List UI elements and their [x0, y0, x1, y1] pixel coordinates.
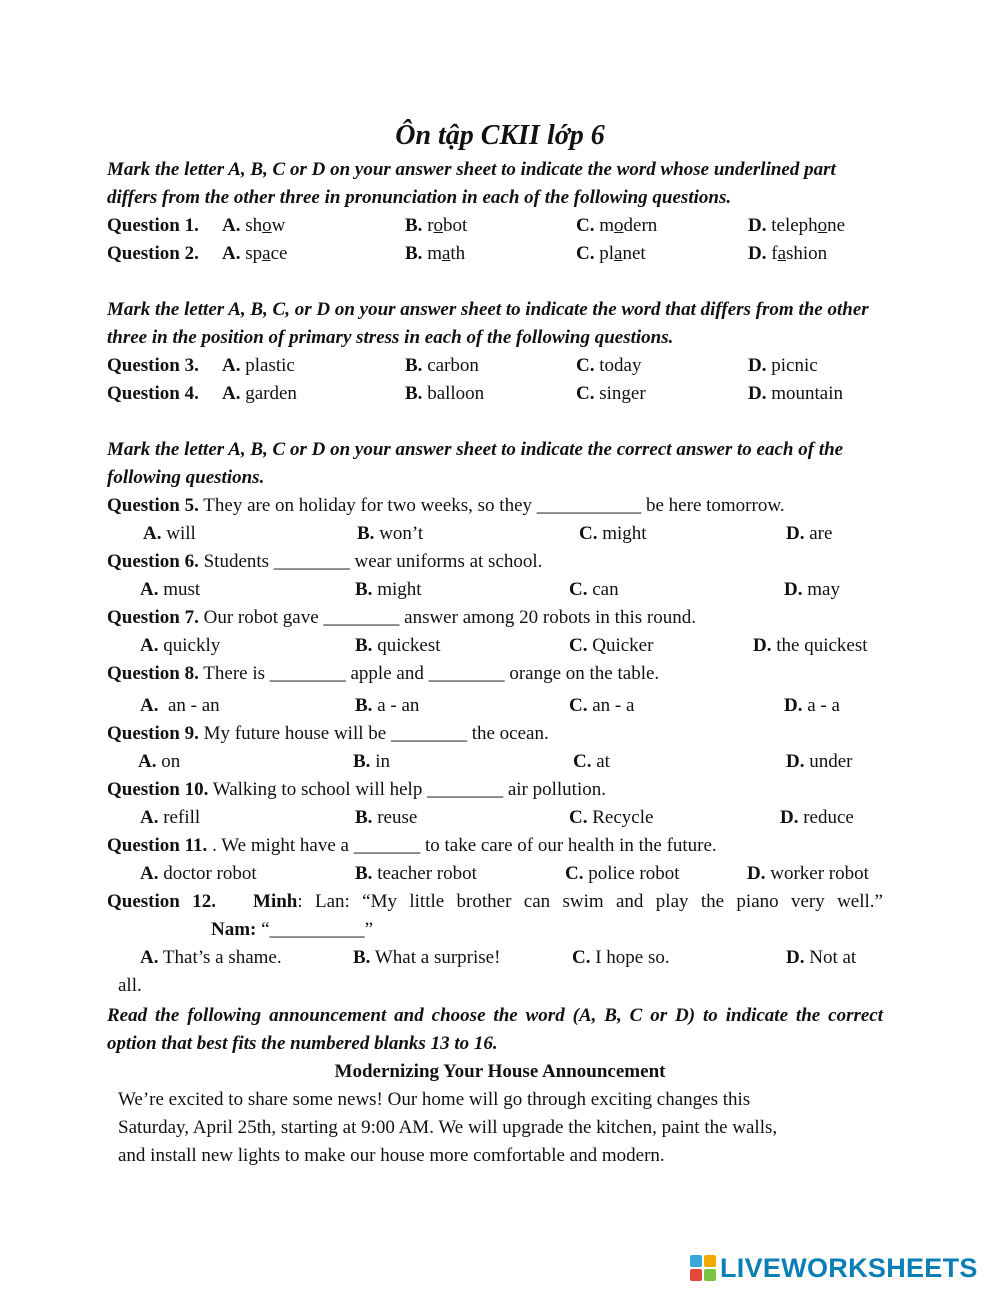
- q2-option-a[interactable]: A. space: [222, 243, 288, 264]
- q12-option-d[interactable]: D. Not at: [786, 947, 857, 968]
- q10-option-a[interactable]: A. refill: [140, 807, 201, 828]
- q9-option-a[interactable]: A. on: [138, 751, 181, 772]
- q4-option-c[interactable]: C. singer: [576, 383, 646, 404]
- q11-option-d[interactable]: D. worker robot: [747, 863, 869, 884]
- q1-option-a[interactable]: A. show: [222, 215, 286, 236]
- q1-option-c[interactable]: C. modern: [576, 215, 658, 236]
- q6-option-b[interactable]: B. might: [355, 579, 422, 600]
- q5-option-c[interactable]: C. might: [579, 523, 647, 544]
- q12-option-a[interactable]: A. That’s a shame.: [140, 947, 282, 968]
- q6-option-c[interactable]: C. can: [569, 579, 619, 600]
- q7-option-d[interactable]: D. the quickest: [753, 635, 868, 656]
- q1-option-d[interactable]: D. telephone: [748, 215, 846, 236]
- liveworksheets-logo-text: LIVEWORKSHEETS: [720, 1252, 978, 1283]
- q7-option-a[interactable]: A. quickly: [140, 635, 221, 656]
- q9-option-d[interactable]: D. under: [786, 751, 853, 772]
- logo-square: [690, 1269, 702, 1281]
- question-12-reply: Nam: “__________”: [211, 919, 374, 940]
- q10-option-d[interactable]: D. reduce: [780, 807, 854, 828]
- q2-option-d[interactable]: D. fashion: [748, 243, 828, 264]
- question-7-stem: Question 7. Our robot gave ________ answer among 20 robots in this round.: [107, 607, 696, 628]
- q9-option-c[interactable]: C. at: [573, 751, 610, 772]
- instruction-pronunciation: Mark the letter A, B, C or D on your answer sheet to indicate the word whose underlined part differs from the other three in pronunciation in each of the following questions.: [107, 159, 836, 208]
- q5-option-b[interactable]: B. won’t: [357, 523, 424, 544]
- q4-option-b[interactable]: B. balloon: [405, 383, 485, 404]
- question-11-stem: Question 11. . We might have a _______ to take care of our health in the future.: [107, 835, 717, 856]
- question-4-label: Question 4.: [107, 383, 199, 404]
- q10-option-b[interactable]: B. reuse: [355, 807, 418, 828]
- question-6-stem: Question 6. Students ________ wear uniforms at school.: [107, 551, 543, 572]
- q6-option-d[interactable]: D. may: [784, 579, 840, 600]
- q8-option-d[interactable]: D. a - a: [784, 695, 840, 716]
- q11-option-c[interactable]: C. police robot: [565, 863, 680, 884]
- announcement-heading: Modernizing Your House Announcement: [334, 1061, 666, 1082]
- q7-option-b[interactable]: B. quickest: [355, 635, 441, 656]
- q8-option-c[interactable]: C. an - a: [569, 695, 635, 716]
- q5-option-a[interactable]: A. will: [143, 523, 196, 544]
- q2-option-c[interactable]: C. planet: [576, 243, 646, 264]
- q7-option-c[interactable]: C. Quicker: [569, 635, 654, 656]
- question-3-label: Question 3.: [107, 355, 199, 376]
- q5-option-d[interactable]: D. are: [786, 523, 833, 544]
- instruction-stress: Mark the letter A, B, C, or D on your answer sheet to indicate the word that differs from the other three in the position of primary stress in each of the following questions.: [107, 299, 869, 348]
- q10-option-c[interactable]: C. Recycle: [569, 807, 654, 828]
- liveworksheets-logo-icon: [690, 1255, 716, 1281]
- announcement-line: and install new lights to make our house more comfortable and modern.: [118, 1145, 665, 1166]
- announcement-line: We’re excited to share some news! Our home will go through exciting changes this: [118, 1089, 751, 1110]
- q12-option-b[interactable]: B. What a surprise!: [353, 947, 501, 968]
- q12-option-d-continued: all.: [118, 975, 142, 996]
- q9-option-b[interactable]: B. in: [353, 751, 390, 772]
- q8-option-b[interactable]: B. a - an: [355, 695, 420, 716]
- question-9-stem: Question 9. My future house will be ________ the ocean.: [107, 723, 549, 744]
- question-8-stem: Question 8. There is ________ apple and ________ orange on the table.: [107, 663, 660, 684]
- logo-square: [704, 1269, 716, 1281]
- q4-option-a[interactable]: A. garden: [222, 383, 297, 404]
- instruction-correct-answer: Mark the letter A, B, C or D on your answer sheet to indicate the correct answer to each of the following questions.: [107, 439, 844, 488]
- question-5-stem: Question 5. They are on holiday for two weeks, so they ___________ be here tomorrow.: [107, 495, 785, 516]
- q3-option-b[interactable]: B. carbon: [405, 355, 479, 376]
- logo-square: [690, 1255, 702, 1267]
- question-10-stem: Question 10. Walking to school will help ________ air pollution.: [107, 779, 606, 800]
- page-title: Ôn tập CKII lớp 6: [395, 120, 605, 151]
- q3-option-c[interactable]: C. today: [576, 355, 642, 376]
- q2-option-b[interactable]: B. math: [405, 243, 466, 264]
- announcement-body: [118, 1086, 878, 1170]
- q3-option-a[interactable]: A. plastic: [222, 355, 295, 376]
- q6-option-a[interactable]: A. must: [140, 579, 201, 600]
- instruction-reading: Read the following announcement and choose the word (A, B, C or D) to indicate the correct option that best fits the numbered blanks 13 to 16.: [107, 1005, 883, 1054]
- question-1-label: Question 1.: [107, 215, 199, 236]
- question-12-stem: Question 12. Minh: Lan: “My little brother can swim and play the piano very well.”: [107, 891, 883, 912]
- liveworksheets-logo: [690, 1250, 978, 1286]
- q12-option-c[interactable]: C. I hope so.: [572, 947, 670, 968]
- q3-option-d[interactable]: D. picnic: [748, 355, 818, 376]
- announcement-line: Saturday, April 25th, starting at 9:00 AM. We will upgrade the kitchen, paint the walls,: [118, 1117, 778, 1138]
- question-2-label: Question 2.: [107, 243, 199, 264]
- q11-option-b[interactable]: B. teacher robot: [355, 863, 477, 884]
- q11-option-a[interactable]: A. doctor robot: [140, 863, 257, 884]
- q1-option-b[interactable]: B. robot: [405, 215, 468, 236]
- q8-option-a[interactable]: A. an - an: [140, 695, 220, 716]
- q4-option-d[interactable]: D. mountain: [748, 383, 844, 404]
- logo-square: [704, 1255, 716, 1267]
